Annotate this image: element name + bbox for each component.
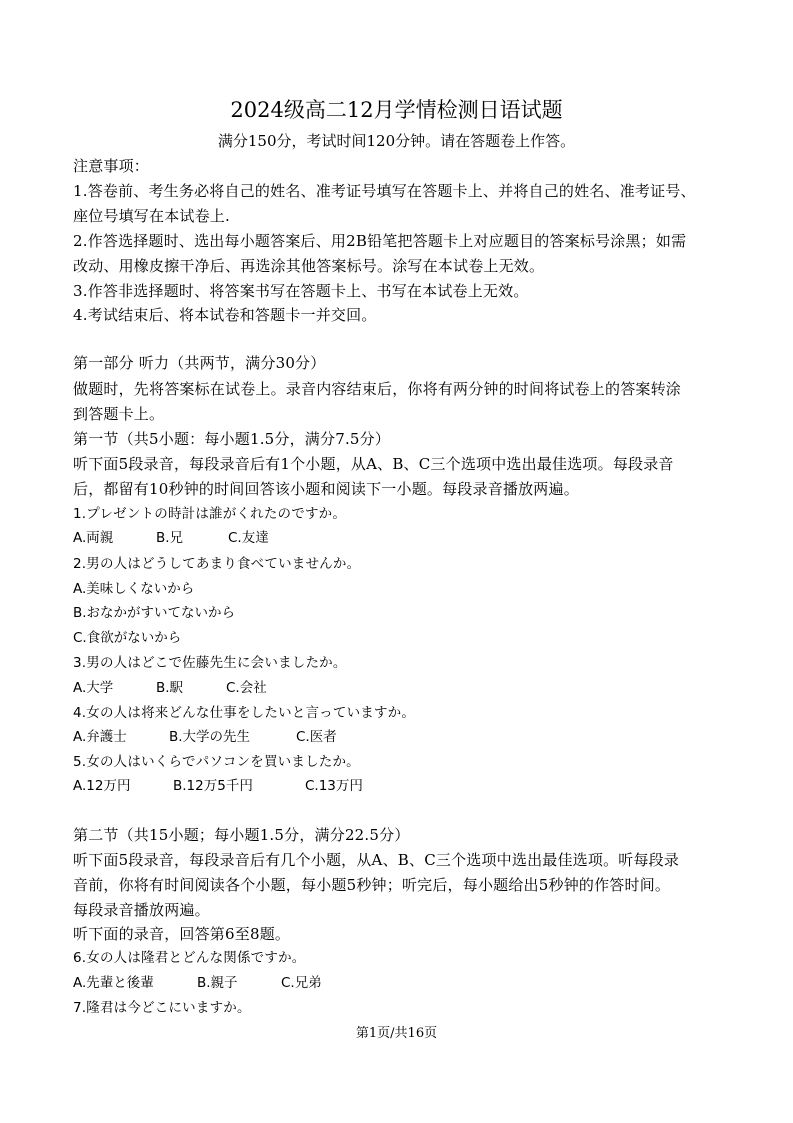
section2-heading: 第二节（共15小题；每小题1.5分，满分22.5分） (73, 826, 410, 844)
question-7: 7.隆君は今どこにいますか。 (73, 1000, 251, 1016)
question-3-options (73, 677, 267, 699)
page-title: 2024级高二12月学情检测日语试题 (230, 98, 563, 122)
notice-line: 3.作答非选择题时、将答案书写在答题卡上、书写在本试卷上无效。 (73, 282, 529, 300)
option-b: B.兄 (156, 530, 184, 546)
page-number: 第1页/共16页 (355, 1026, 438, 1041)
part1-instruction: 做题时，先将答案标在试卷上。录音内容结束后，你将有两分钟的时间将试卷上的答案转涂 (73, 380, 682, 398)
notice-line: 改动、用橡皮擦干净后、再选涂其他答案标号。涂写在本试卷上无效。 (73, 257, 545, 275)
question-6: 6.女の人は隆君とどんな関係ですか。 (73, 950, 306, 966)
section1-instruction: 后，都留有10秒钟的时间回答该小题和阅读下一小题。每段录音播放两遍。 (73, 480, 579, 498)
section2-instruction: 听下面5段录音，每段录音后有几个小题，从A、B、C三个选项中选出最佳选项。听每段录 (73, 851, 680, 869)
question-2-option-c: C.食欲がないから (73, 630, 182, 646)
option-c: C.友達 (228, 530, 269, 546)
option-c: C.会社 (226, 680, 267, 696)
option-c: C.兄弟 (281, 975, 322, 991)
section2-instruction: 音前，你将有时间阅读各个小题，每小题5秒钟；听完后，每小题给出5秒钟的作答时间。 (73, 876, 671, 894)
notice-heading: 注意事项： (73, 157, 150, 175)
option-b: B.12万5千円 (173, 778, 253, 794)
notice-line: 2.作答选择题时、选出每小题答案后、用2B铅笔把答题卡上对应题目的答案标号涂黑；如需 (73, 232, 687, 250)
page-subtitle: 满分150分，考试时间120分钟。请在答题卷上作答。 (217, 132, 576, 150)
question-5: 5.女の人はいくらでパソコンを買いましたか。 (73, 754, 360, 770)
question-3: 3.男の人はどこで佐藤先生に会いましたか。 (73, 655, 347, 671)
section2-prompt: 听下面的录音，回答第6至8题。 (73, 925, 291, 943)
section1-instruction: 听下面5段录音，每段录音后有1个小题，从A、B、C三个选项中选出最佳选项。每段录音 (73, 455, 674, 473)
section1-heading: 第一节（共5小题：每小题1.5分，满分7.5分） (73, 430, 391, 448)
part1-heading: 第一部分 听力（共两节，满分30分） (73, 354, 326, 372)
question-2-option-a: A.美味しくないから (73, 581, 195, 597)
notice-line: 座位号填写在本试卷上. (73, 207, 230, 225)
question-2: 2.男の人はどうしてあまり食べていませんか。 (73, 556, 361, 572)
section2-instruction: 每段录音播放两遍。 (73, 901, 210, 919)
question-5-options (73, 775, 363, 797)
question-6-options (73, 972, 322, 994)
question-1-options (73, 527, 269, 549)
question-4: 4.女の人は将来どんな仕事をしたいと言っていますか。 (73, 705, 416, 721)
option-a: A.12万円 (73, 778, 131, 794)
option-a: A.大学 (73, 680, 114, 696)
option-c: C.医者 (296, 729, 337, 745)
option-b: B.親子 (197, 975, 238, 991)
part1-instruction: 到答题卡上。 (73, 405, 165, 423)
notice-line: 4.考试结束后、将本试卷和答题卡一并交回。 (73, 306, 377, 324)
option-a: A.弁護士 (73, 729, 127, 745)
option-b: B.駅 (156, 680, 184, 696)
question-2-option-b: B.おなかがすいてないから (73, 605, 236, 621)
option-b: B.大学の先生 (169, 729, 251, 745)
question-1: 1.プレゼントの時計は誰がくれたのですか。 (73, 506, 347, 522)
option-c: C.13万円 (305, 778, 363, 794)
option-a: A.先輩と後輩 (73, 975, 154, 991)
notice-line: 1.答卷前、考生务必将自己的姓名、准考证号填写在答题卡上、并将自己的姓名、准考证号、 (73, 182, 696, 200)
option-a: A.両親 (73, 530, 114, 546)
question-4-options (73, 726, 337, 748)
